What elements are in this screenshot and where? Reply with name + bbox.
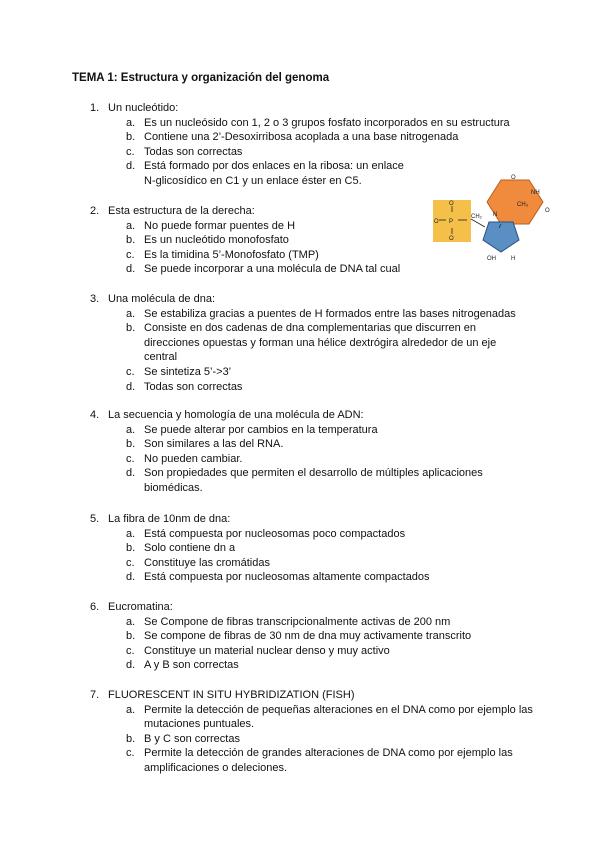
question-6 xyxy=(90,600,540,673)
option-text: Es un nucleósido con 1, 2 o 3 grupos fosfato incorporados en su estructura xyxy=(144,116,510,129)
option-letter: a. xyxy=(126,527,136,540)
option-text: Todas son correctas xyxy=(144,380,243,393)
option-letter: d. xyxy=(126,160,136,173)
option-text: Permite la detección de grandes alteraciones de DNA como por ejemplo las amplificaciones o deleciones. xyxy=(144,747,513,774)
option-text: Se sintetiza 5’->3’ xyxy=(144,365,232,378)
option xyxy=(90,466,484,495)
option xyxy=(90,732,540,747)
option-letter: a. xyxy=(126,423,136,436)
question-number: 6. xyxy=(90,601,100,613)
option xyxy=(90,556,540,571)
option-letter: b. xyxy=(126,131,136,144)
option-letter: c. xyxy=(126,248,135,261)
question-stem: Eucromatina: xyxy=(108,601,173,613)
option-letter: b. xyxy=(126,438,136,451)
option-text: Se puede incorporar a una molécula de DNA tal cual xyxy=(144,263,401,276)
option-text: Son propiedades que permiten el desarrollo de múltiples aplicaciones biomédicas. xyxy=(144,467,483,494)
option xyxy=(90,321,504,365)
option-text: Permite la detección de pequeñas alteraciones en el DNA como por ejemplo las mutaciones puntuales. xyxy=(144,703,533,731)
question-stem: Una molécula de dna: xyxy=(108,293,216,305)
oxygen-label: O xyxy=(434,219,439,225)
question-stem: Esta estructura de la derecha: xyxy=(108,205,255,217)
nitrogen-label: N xyxy=(493,212,498,218)
option xyxy=(90,116,540,131)
option-letter: c. xyxy=(126,644,135,657)
option-letter: a. xyxy=(126,219,136,232)
option xyxy=(90,159,414,188)
option-letter: b. xyxy=(126,630,136,643)
option-letter: c. xyxy=(126,145,135,158)
question-stem: La fibra de 10nm de dna: xyxy=(108,513,231,525)
question-5 xyxy=(90,512,540,585)
hydroxyl-label: OH xyxy=(487,256,496,262)
option-text: No puede formar puentes de H xyxy=(144,219,296,232)
carbonyl-oxygen-label: O xyxy=(511,175,516,181)
options-list xyxy=(90,527,540,585)
option-letter: d. xyxy=(126,263,136,276)
option-letter: d. xyxy=(126,380,136,393)
option xyxy=(90,703,584,732)
nh-label: NH xyxy=(531,190,540,196)
option-text: Es la timidina 5’-Monofosfato (TMP) xyxy=(144,248,319,261)
question-number: 1. xyxy=(90,102,100,114)
option-text: Solo contiene dn a xyxy=(144,542,236,555)
option-text: Contiene una 2’-Desoxirribosa acoplada a una base nitrogenada xyxy=(144,131,459,144)
option-text: No pueden cambiar. xyxy=(144,452,243,465)
option xyxy=(90,145,540,160)
option-text: Son similares a las del RNA. xyxy=(144,438,284,451)
question-number: 3. xyxy=(90,293,100,305)
options-list xyxy=(90,423,540,496)
question-7 xyxy=(90,688,540,776)
question-number: 2. xyxy=(90,205,100,217)
question-3 xyxy=(90,292,540,394)
option-letter: c. xyxy=(126,747,135,760)
option-letter: d. xyxy=(126,659,136,672)
question-4 xyxy=(90,408,540,496)
option xyxy=(90,615,540,630)
question-stem: La secuencia y homología de una molécula de ADN: xyxy=(108,409,364,421)
option-text: Está compuesta por nucleosomas poco compactados xyxy=(144,527,406,540)
option xyxy=(90,437,540,452)
option-text: Constituye las cromátidas xyxy=(144,556,270,569)
option xyxy=(90,629,540,644)
option xyxy=(90,307,540,322)
option xyxy=(90,130,540,145)
oxygen-label: O xyxy=(449,236,454,242)
option-text: Está formado por dos enlaces en la ribosa: un enlace N-glicosídico en C1 y un enlace éster en C5. xyxy=(144,160,404,187)
question-stem: FLUORESCENT IN SITU HYBRIDIZATION (FISH) xyxy=(108,689,355,701)
option xyxy=(90,262,540,277)
question-stem: Un nucleótido: xyxy=(108,102,179,114)
page-title: TEMA 1: Estructura y organización del genoma xyxy=(72,72,330,84)
option xyxy=(90,644,540,659)
option-text: Se Compone de fibras transcripcionalmente activas de 200 nm xyxy=(144,615,451,628)
question-number: 7. xyxy=(90,689,100,701)
option-letter: b. xyxy=(126,322,136,335)
question-number: 4. xyxy=(90,409,100,421)
option-letter: d. xyxy=(126,571,136,584)
carbonyl-oxygen-label: O xyxy=(545,208,550,214)
question-number: 5. xyxy=(90,513,100,525)
methyl-label: CH₃ xyxy=(517,202,529,208)
option-letter: a. xyxy=(126,307,136,320)
nucleotide-structure-figure xyxy=(431,172,561,262)
option-letter: b. xyxy=(126,542,136,555)
option-text: B y C son correctas xyxy=(144,732,240,745)
option xyxy=(90,423,540,438)
option xyxy=(90,658,540,673)
option-letter: d. xyxy=(126,467,136,480)
option-letter: c. xyxy=(126,365,135,378)
option xyxy=(90,541,540,556)
option xyxy=(90,746,584,775)
option-text: Se compone de fibras de 30 nm de dna muy activamente transcrito xyxy=(144,630,472,643)
options-list xyxy=(90,615,540,673)
hydrogen-label: H xyxy=(511,256,516,262)
options-list xyxy=(90,703,540,776)
phosphorus-label: P xyxy=(449,219,454,225)
option-text: A y B son correctas xyxy=(144,659,239,672)
option-letter: b. xyxy=(126,234,136,247)
option xyxy=(90,570,540,585)
option-text: Se puede alterar por cambios en la temperatura xyxy=(144,423,378,436)
deoxyribose-sugar xyxy=(483,222,519,252)
option-letter: a. xyxy=(126,703,136,716)
ch2-label: CH₂ xyxy=(471,214,482,220)
option-letter: c. xyxy=(126,452,135,465)
option xyxy=(90,365,540,380)
option-letter: b. xyxy=(126,732,136,745)
option-text: Se estabiliza gracias a puentes de H formados entre las bases nitrogenadas xyxy=(144,307,516,320)
oxygen-label: O xyxy=(449,201,454,207)
option-text: Constituye un material nuclear denso y muy activo xyxy=(144,644,390,657)
option-text: Todas son correctas xyxy=(144,145,243,158)
option-text: Está compuesta por nucleosomas altamente compactados xyxy=(144,571,430,584)
option xyxy=(90,380,540,395)
option-letter: c. xyxy=(126,556,135,569)
option-text: Consiste en dos cadenas de dna complementarias que discurren en direcciones opuestas y forman una hélice dextrógira alrededor de un eje central xyxy=(144,322,497,364)
option xyxy=(90,527,540,542)
option-letter: a. xyxy=(126,615,136,628)
option-letter: a. xyxy=(126,116,136,129)
options-list xyxy=(90,307,540,395)
option-text: Es un nucleótido monofosfato xyxy=(144,234,289,247)
option xyxy=(90,452,540,467)
